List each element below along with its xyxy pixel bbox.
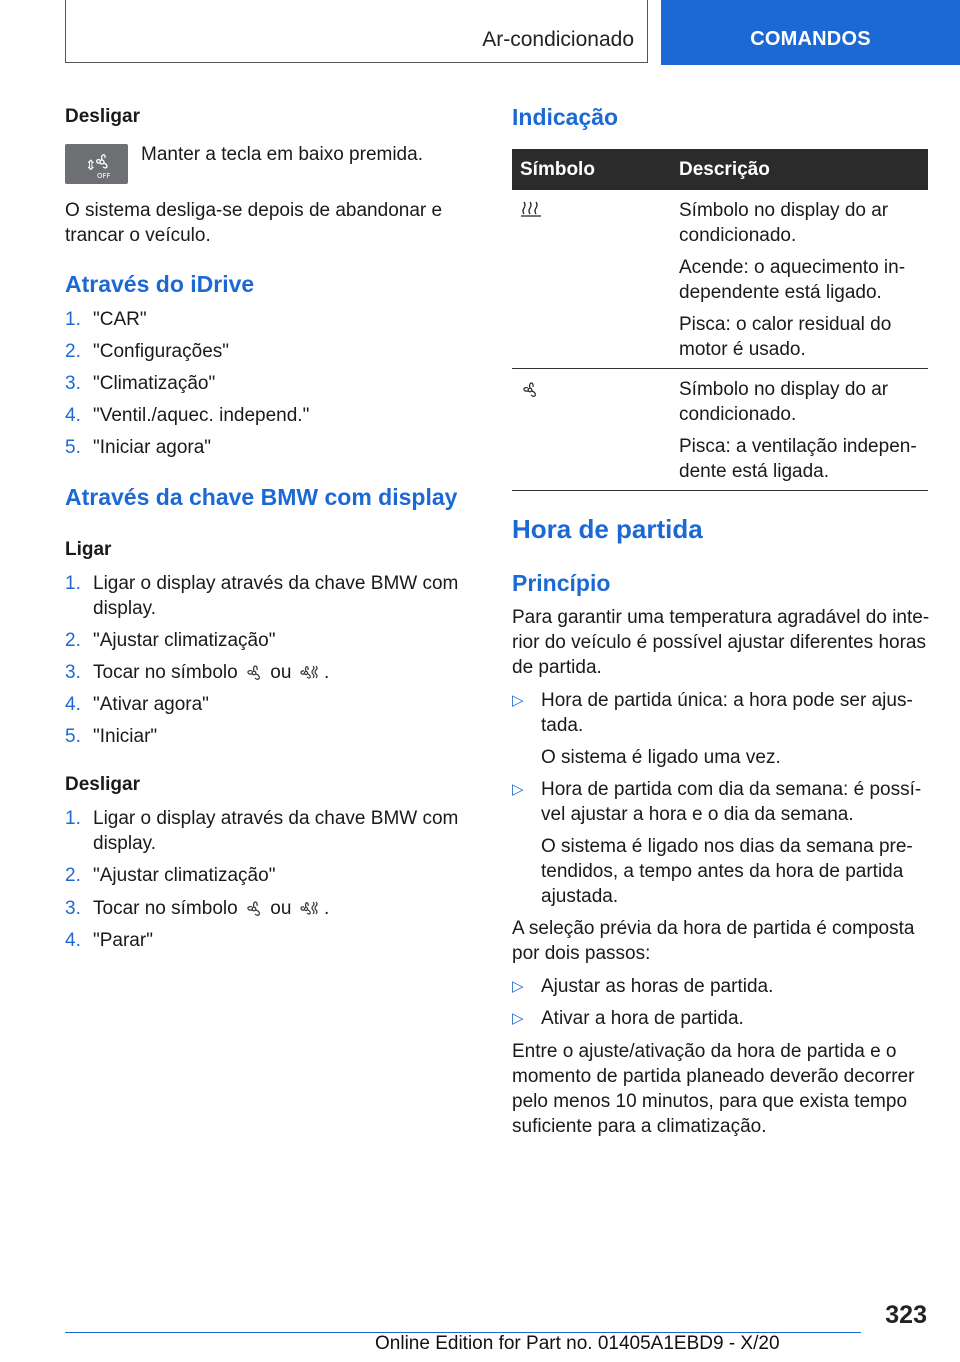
intro-line1: Para garantir uma temperatura agradável do inte- [512, 607, 930, 628]
step-number: 1. [65, 808, 81, 829]
list-item [65, 403, 310, 428]
svg-text:⇕: ⇕ [85, 158, 97, 174]
bullet2-note1: O sistema é ligado nos dias da semana pre- [541, 836, 913, 857]
list-item [65, 928, 153, 953]
key-display-heading: Através da chave BMW com display [65, 484, 458, 510]
intro-line3: de partida. [512, 657, 602, 678]
step-text: "Ajustar climatização" [93, 630, 276, 651]
bullet1-line1: Hora de partida única: a hora pode ser ajus- [541, 690, 913, 711]
ligar-heading: Ligar [65, 539, 112, 560]
step-text: "Parar" [93, 930, 153, 951]
footer-edition: Online Edition for Part no. 01405A1EBD9 - X/20 [375, 1333, 780, 1354]
idrive-heading: Através do iDrive [65, 271, 255, 297]
step-text: "Climatização" [93, 373, 216, 394]
step-number: 5. [65, 437, 81, 458]
bullet-marker: ▷ [512, 781, 524, 798]
bullet1-line2: tada. [541, 715, 584, 736]
selection-line2: por dois passos: [512, 943, 651, 964]
list-item [65, 863, 276, 888]
table-header-description: Descrição [679, 159, 770, 180]
header-chapter-tab [661, 0, 960, 65]
table-divider [512, 368, 928, 369]
ventilation-icon [519, 379, 541, 401]
list-item [65, 339, 230, 364]
list-item [65, 724, 158, 749]
bullet2-note2: tendidos, a tempo antes da hora de partida [541, 861, 904, 882]
selection-line1: A seleção prévia da hora de partida é composta [512, 918, 915, 939]
desligar-heading: Desligar [65, 106, 140, 127]
bullet-marker: ▷ [512, 978, 524, 995]
step-number: 1. [65, 309, 81, 330]
list-item [65, 896, 330, 921]
table-header [512, 149, 928, 190]
header-chapter-label: COMANDOS [750, 28, 871, 50]
row1-line6: motor é usado. [679, 339, 806, 360]
list-item [65, 628, 276, 653]
step-number: 3. [65, 898, 81, 919]
row1-line5: Pisca: o calor residual do [679, 314, 892, 335]
step-text: "Iniciar agora" [93, 437, 212, 458]
row2-line4: dente está ligada. [679, 461, 830, 482]
svg-text:OFF: OFF [97, 172, 111, 180]
step-text: "Iniciar" [93, 726, 158, 747]
list-item [65, 571, 459, 596]
bullet2-line1: Hora de partida com dia da semana: é possí- [541, 779, 922, 800]
page-number: 323 [885, 1301, 927, 1329]
end-line4: suficiente para a climatização. [512, 1116, 767, 1137]
fan-icon [243, 898, 265, 920]
step-text: "Configurações" [93, 341, 230, 362]
row1-line3: Acende: o aquecimento in- [679, 257, 906, 278]
row2-line2: condicionado. [679, 404, 797, 425]
step-number: 4. [65, 694, 81, 715]
row2-line1: Símbolo no display do ar [679, 379, 889, 400]
principio-heading: Princípio [512, 570, 611, 596]
list-item [65, 307, 147, 332]
fan-icon [243, 662, 265, 684]
bullet3-text: Ajustar as horas de partida. [541, 976, 774, 997]
step-text: Tocar no símbolo [93, 662, 238, 683]
end-line3: pelo menos 10 minutos, para que exista tempo [512, 1091, 908, 1112]
bullet-marker: ▷ [512, 1010, 524, 1027]
list-item [65, 435, 212, 460]
fan-heat-icon [297, 898, 319, 920]
bullet1-note: O sistema é ligado uma vez. [541, 747, 781, 768]
header-section-title: Ar-condicionado [482, 28, 634, 51]
step-number: 5. [65, 726, 81, 747]
end-line2: momento de partida planeado deverão decorrer [512, 1066, 915, 1087]
row1-line4: dependente está ligado. [679, 282, 882, 303]
desligar-note-line2: trancar o veículo. [65, 225, 211, 246]
period-text: . [323, 662, 330, 683]
step-text: Tocar no símbolo [93, 898, 238, 919]
step-number: 4. [65, 405, 81, 426]
step-text: "CAR" [93, 309, 147, 330]
list-item [65, 692, 209, 717]
fan-heat-icon [297, 662, 319, 684]
table-bottom-rule [512, 490, 928, 491]
bullet4-text: Ativar a hora de partida. [541, 1008, 744, 1029]
table-header-symbol: Símbolo [520, 159, 595, 180]
step-text-with-symbols [93, 896, 329, 921]
step-text: "Ajustar climatização" [93, 865, 276, 886]
step-text: display. [93, 833, 157, 854]
hora-heading: Hora de partida [512, 514, 703, 544]
or-text: ou [270, 898, 292, 919]
bullet2-note3: ajustada. [541, 886, 619, 907]
desligar-instruction: Manter a tecla em baixo premida. [141, 144, 423, 165]
step-number: 3. [65, 373, 81, 394]
bullet2-line2: vel ajustar a hora e o dia da semana. [541, 804, 854, 825]
step-text: display. [93, 598, 157, 619]
period-text: . [323, 898, 330, 919]
intro-line2: rior do veículo é possível ajustar diferentes horas [512, 632, 926, 653]
list-item [65, 660, 330, 685]
step-number: 2. [65, 630, 81, 651]
desligar-note-line1: O sistema desliga-se depois de abandonar e [65, 200, 443, 221]
step-text: "Ventil./aquec. independ." [93, 405, 310, 426]
row1-line1: Símbolo no display do ar [679, 200, 889, 221]
row1-line2: condicionado. [679, 225, 797, 246]
or-text: ou [270, 662, 292, 683]
list-item [65, 371, 216, 396]
step-text-with-symbols [93, 660, 329, 685]
end-line1: Entre o ajuste/ativação da hora de partida e o [512, 1041, 897, 1062]
list-item [65, 806, 459, 831]
indicacao-heading: Indicação [512, 104, 619, 130]
step-number: 2. [65, 341, 81, 362]
step-number: 3. [65, 662, 81, 683]
step-text: Ligar o display através da chave BMW com [93, 808, 459, 829]
step-number: 1. [65, 573, 81, 594]
step-number: 4. [65, 930, 81, 951]
bullet-marker: ▷ [512, 692, 524, 709]
fan-off-button-icon [65, 144, 128, 184]
desligar2-heading: Desligar [65, 774, 140, 795]
heating-icon [520, 200, 542, 218]
row2-line3: Pisca: a ventilação indepen- [679, 436, 917, 457]
step-text: Ligar o display através da chave BMW com [93, 573, 459, 594]
step-number: 2. [65, 865, 81, 886]
step-text: "Ativar agora" [93, 694, 209, 715]
